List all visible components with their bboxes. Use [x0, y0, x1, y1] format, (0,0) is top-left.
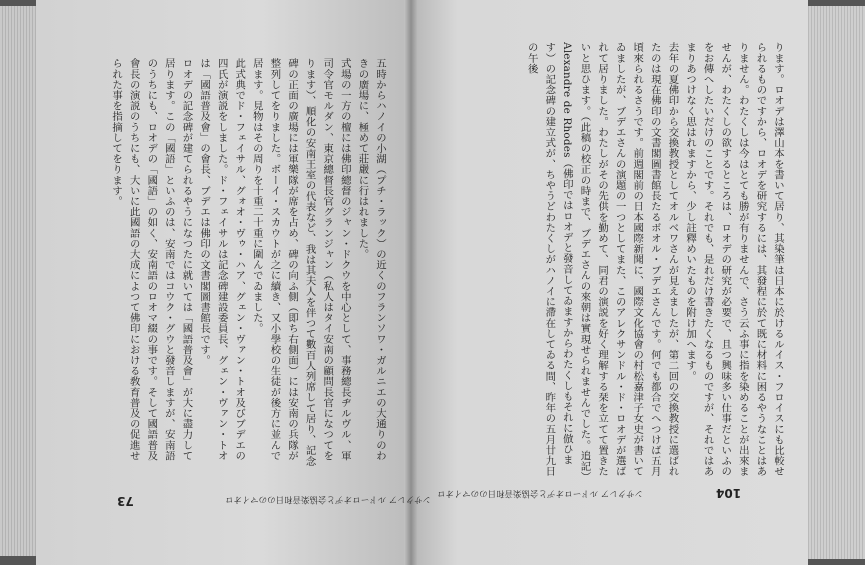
left-page-number: 73: [117, 494, 134, 508]
right-paragraph-2: 去年の夏佛印から交換教授としてオルベワさんが見えましたが、第二回の交換教授に選ばれたのは現在佛印の文書閣圖書館長たるボオル・ブデエさんです。何でも都合でへつけば五月頃來られるさうです。前週閣前の日本國際新聞に、國際文化協會の村松嘉津子女史が書いてゐましたが、ブデエさんの演題の一つとしてまた、このアレクサンドル・ド・ロオデが選ばれて居りました。わたしがその先供を勤めて、同君の演説を好く理解する栞を立てて置きたいと思ひます。（此稿の校正の時まで、ブデエさんの來朝は實現せられませんでした。追記）: [578, 42, 679, 482]
right-page-number: 104: [716, 486, 742, 500]
left-page-text: [56, 58, 388, 468]
left-paragraph-4: ロオデの記念碑が建てられるやうになつたに就いては「國語普及會」が大に盡力して居ります。この「國語」といふのは、安南ではコウク・グウと發音しますが、安南語のうちにも、ロオデの「國語」の如く、安南語のロオマ綴の事です。そして國語普及會長の演説のうちにも、大いに此國語の大成によつて佛印における敎育普及の促進せられた事を指摘してをります。: [110, 58, 193, 461]
page-stack-right: [803, 6, 865, 559]
left-paragraph-1: 五時からハノイの小湖（プチ・ラック）の近くのフランソワ・ガルニエの大通りのわきの廣場に、極めて莊嚴に行はれました。: [356, 58, 386, 461]
right-paragraph-3: Alexandre de Rhodes（佛印ではロオデと發音してゐますからわたくしもそれに倣ひます）の記念碑の建立式が、ちやうどわたくしがハノイに滯在してゐる間、昨年の五月廿九日の午後: [525, 42, 573, 477]
left-running-head: ンサクレア ルドーロオデと会協楽音和日ののマイオロ: [225, 494, 431, 504]
book-gutter: [404, 0, 418, 565]
left-paragraph-3: 此式典でド・フェイサル、グォオ・ヴゥ・ハア、グェン・ヴァン・トオ及びブデエの四氏が演説をしました。ド・フェイサルは記念碑建設委員長、グェン・ヴァン・トオは「國語普及會」の會長、ブデエは佛印の文書閣圖書館長です。: [198, 58, 246, 461]
right-page-text: [426, 42, 786, 482]
right-paragraph-1: ります。ロオデは澤山本を書いて居り、其染筆は日本に於けるルイス・フロイスにも比較せられるものですから、ロオデを研究するには、其發程に於て既に材料に困るやうなことはありません。わたくしは今はとても勝が有りませんで、さう云ふ事に指を染めることが出來ませんが、わたくしの欲するところは、ロオデの研究が必要で、且つ興味多い仕事だといふのをお傳へしたいだけのことです。それでも、是れだけ書きたくなるものですが、それではあまりあつけなく思はれますから、少し註釋めいたものを附け加へます。: [684, 42, 784, 477]
page-stack-left: [0, 6, 40, 556]
left-paragraph-2: 式場の一方の檀には佛印總督のジャン・ドクウを中心として、事務總長ヂルヴル、軍司令官モルダン、東京總督長官グランジャン（私人はタイ安南の顧問長官になつてをります）、順化の安南王室の代表など、我は其夫人を伴つて數百人列席して居り、記念碑の正面の廣場には軍樂隊が席を占め、碑の向ふ側（即ち右側面）には安南の兵隊が整列してをりました。ボーイ・スカウトが之に續き、又小學校の生徒が後方に並んで居ます。見物はその周りを十重二十重に圍んでゐました。: [250, 58, 351, 467]
right-running-head: ンサクレア ルドーロオデと会協楽音和日ののマイオロ: [437, 488, 643, 498]
